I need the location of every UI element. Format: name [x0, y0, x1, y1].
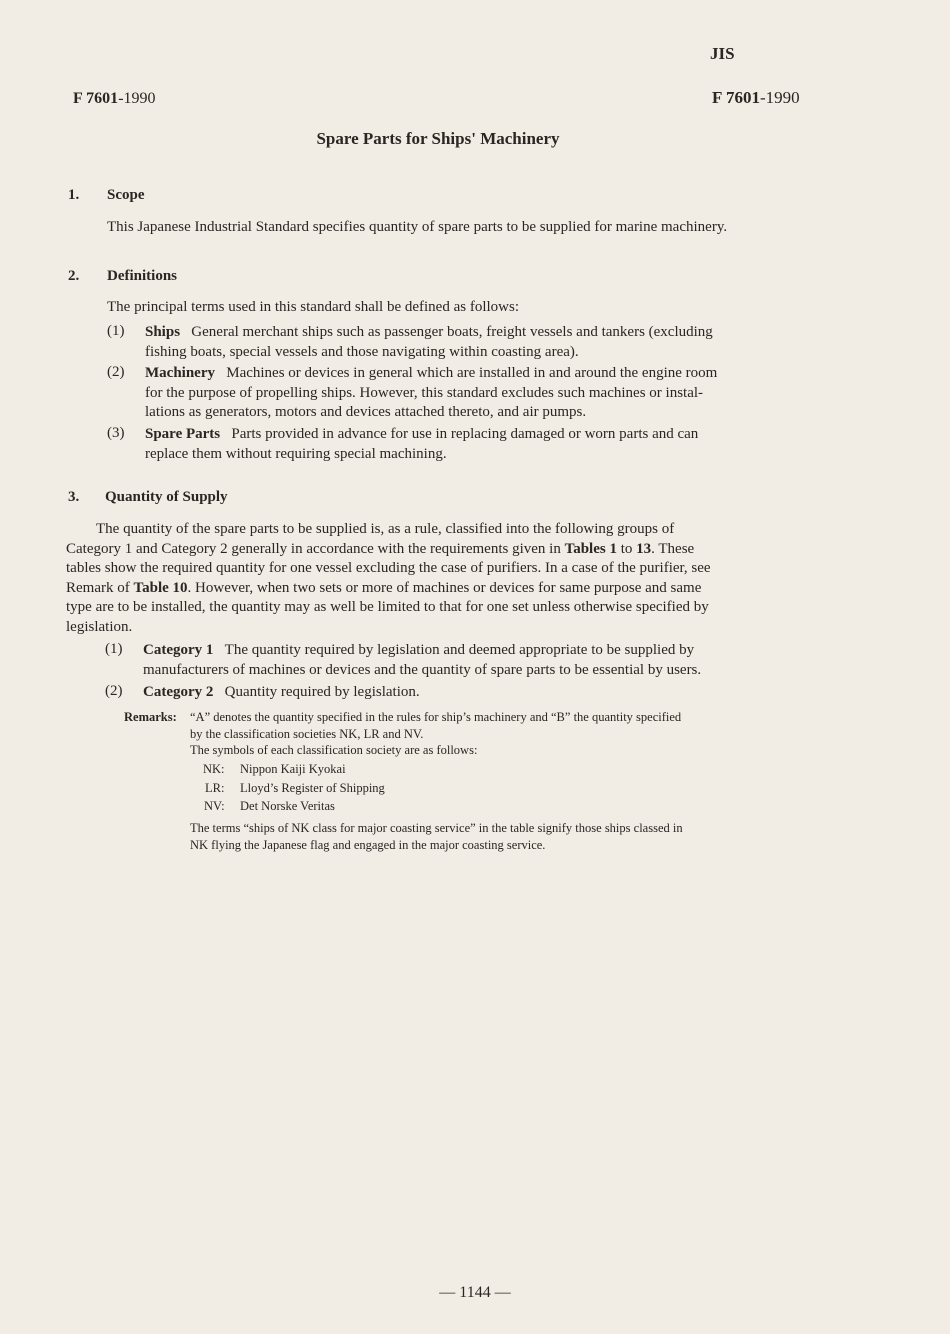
std-year: -1990: [760, 88, 800, 107]
supply-paragraph: The quantity of the spare parts to be supplied is, as a rule, classified into the following groups of Category 1 and Category 2 generally in accordance with the requirements given in Tables 1 to 13. These tables show the required quantity for one vessel excluding the case of purifiers. In a case of the purifier, see Remark of Table 10. However, when two sets or more of machines or devices for same purpose and same type are to be installed, the quantity may as well be limited to that for one set unless otherwise specified by legislation.: [66, 521, 711, 635]
remarks-terms: The terms “ships of NK class for major coasting service” in the table signify those ships classed in NK flying the Japanese flag and engaged in the major coasting service.: [190, 821, 683, 852]
item-number: (1): [105, 641, 123, 657]
std-year: -1990: [118, 90, 156, 107]
definition-term: Machinery: [145, 365, 215, 381]
society-code: NK:: [203, 762, 225, 776]
standard-number-left: [73, 90, 156, 108]
society-name: Lloyd’s Register of Shipping: [240, 781, 385, 795]
item-number: (2): [105, 683, 123, 699]
category-term: Category 2: [143, 684, 214, 700]
society-name: Det Norske Veritas: [240, 799, 335, 813]
remarks-symbols-intro: The symbols of each classification society are as follows:: [190, 743, 478, 757]
society-code: NV:: [204, 799, 225, 813]
page-number: — 1144 —: [439, 1284, 511, 1301]
category-2: Category 2 Quantity required by legislation.: [143, 684, 420, 700]
std-number: F 7601: [73, 90, 119, 107]
item-number: (1): [107, 323, 125, 339]
item-number: (3): [107, 425, 125, 441]
scope-text: This Japanese Industrial Standard specifies quantity of spare parts to be supplied for marine machinery.: [107, 219, 728, 235]
remarks-text: “A” denotes the quantity specified in the rules for ship’s machinery and “B” the quantity specified by the classification societies NK, LR and NV.: [190, 710, 682, 741]
definition-machinery: Machinery Machines or devices in general which are installed in and around the engine room for the purpose of propelling ships. However, this standard excludes such machines or instal- lations as generators, motors and devices attached thereto, and air pumps.: [145, 365, 718, 420]
society-code: LR:: [205, 781, 225, 795]
definitions-intro: The principal terms used in this standard shall be defined as follows:: [107, 299, 519, 315]
definition-term: Spare Parts: [145, 426, 221, 442]
section-heading-definitions: Definitions: [107, 268, 178, 284]
definition-term: Ships: [145, 324, 181, 340]
definition-spare-parts: Spare Parts Parts provided in advance for use in replacing damaged or worn parts and can replace them without requiring special machining.: [145, 426, 699, 462]
category-1: Category 1 The quantity required by legislation and deemed appropriate to be supplied by manufacturers of machines or devices and the quantity of spare parts to be essential by users.: [143, 642, 702, 678]
document-title: Spare Parts for Ships' Machinery: [316, 129, 560, 148]
item-number: (2): [107, 364, 125, 380]
section-number: 3.: [68, 489, 80, 505]
standard-number-right: [712, 88, 800, 108]
remarks-label: Remarks:: [124, 710, 177, 724]
jis-mark: JIS: [710, 44, 735, 63]
section-number: 1.: [68, 187, 80, 203]
section-number: 2.: [68, 268, 80, 284]
category-term: Category 1: [143, 642, 214, 658]
society-name: Nippon Kaiji Kyokai: [240, 762, 346, 776]
std-number: F 7601: [712, 88, 761, 107]
section-heading-quantity-of-supply: Quantity of Supply: [105, 489, 228, 505]
section-heading-scope: Scope: [107, 187, 145, 203]
definition-ships: Ships General merchant ships such as passenger boats, freight vessels and tankers (excluding fishing boats, special vessels and those navigating within coasting area).: [145, 324, 713, 360]
